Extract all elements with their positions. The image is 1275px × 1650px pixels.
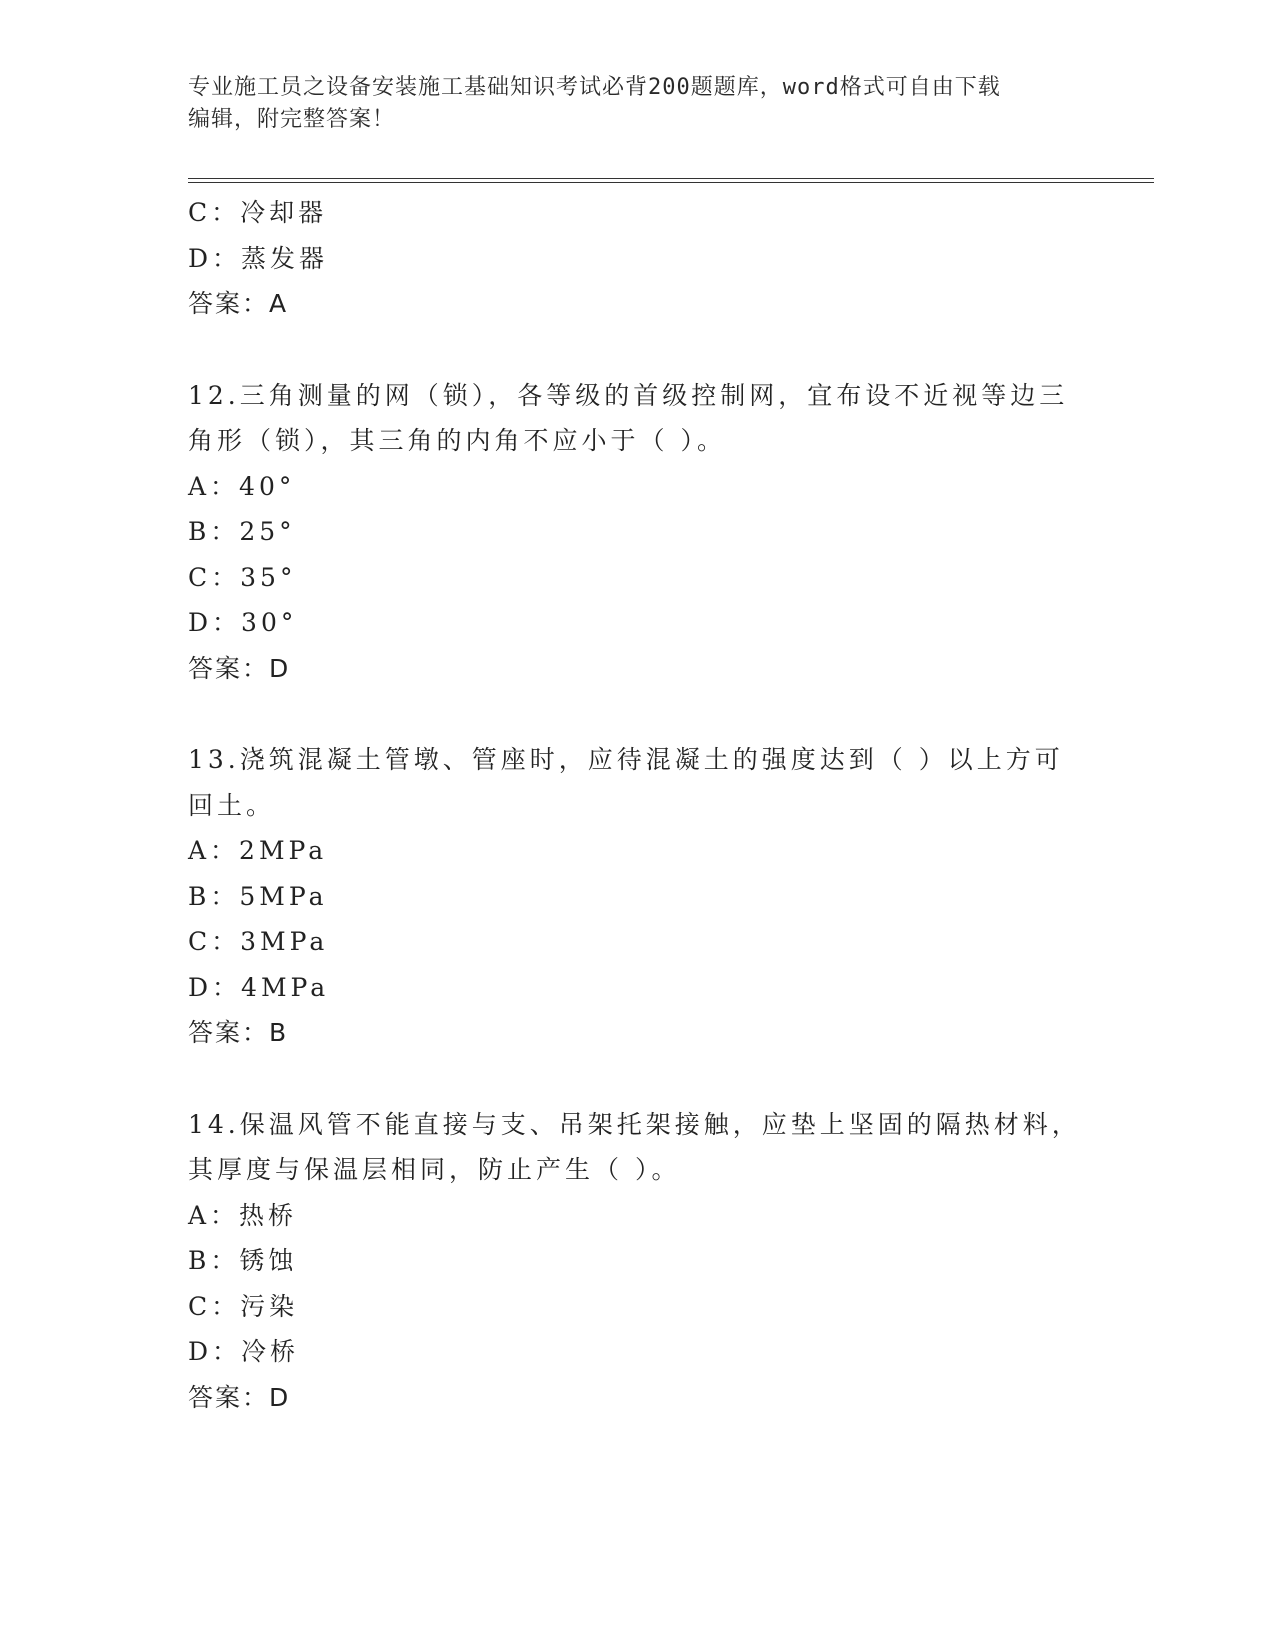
question-text xyxy=(188,1102,1088,1193)
question-block-12 xyxy=(188,373,1088,692)
option-c: C：35° xyxy=(188,562,297,592)
option-d: D：冷桥 xyxy=(188,1337,300,1366)
option-c: C：3MPa xyxy=(188,927,329,956)
question-text-line-2: 角形（锁），其三角的内角不应小于（ ）。 xyxy=(188,426,726,455)
question-block-11 xyxy=(188,190,1088,327)
option-d: D：蒸发器 xyxy=(188,243,329,273)
answer-line: 答案：A xyxy=(188,289,289,318)
header-title-line-1: 专业施工员之设备安装施工基础知识考试必背200题题库，word格式可自由下载 xyxy=(188,75,1001,100)
option-c: C：污染 xyxy=(188,1291,299,1321)
header-divider-top xyxy=(188,178,1154,179)
option-b: B：5MPa xyxy=(188,881,328,911)
option-c: C：冷却器 xyxy=(188,198,328,227)
question-text xyxy=(188,737,1088,828)
answer-line: 答案：D xyxy=(188,1382,291,1412)
option-a: A：热桥 xyxy=(188,1200,298,1230)
question-text-line-1: 13.浇筑混凝土管墩、管座时，应待混凝土的强度达到（ ）以上方可 xyxy=(188,745,1064,774)
answer-line: 答案：B xyxy=(188,1018,289,1047)
question-block-13 xyxy=(188,737,1088,1056)
question-text xyxy=(188,373,1088,464)
option-b: B：锈蚀 xyxy=(188,1246,298,1275)
answer-line: 答案：D xyxy=(188,653,291,683)
question-text-line-1: 12.三角测量的网（锁），各等级的首级控制网，宜布设不近视等边三 xyxy=(188,380,1069,410)
question-text-line-2: 回土。 xyxy=(188,790,276,820)
option-d: D：4MPa xyxy=(188,972,330,1002)
document-body xyxy=(188,190,1088,1420)
question-text-line-2: 其厚度与保温层相同，防止产生（ ）。 xyxy=(188,1155,681,1184)
header-title-line-2: 编辑，附完整答案！ xyxy=(188,107,396,132)
question-block-14 xyxy=(188,1102,1088,1421)
header-divider-bottom xyxy=(188,182,1154,183)
option-a: A：40° xyxy=(188,471,296,501)
option-b: B：25° xyxy=(188,517,296,546)
option-d: D：30° xyxy=(188,608,298,637)
question-text-line-1: 14.保温风管不能直接与支、吊架托架接触，应垫上坚固的隔热材料， xyxy=(188,1109,1081,1139)
option-a: A：2MPa xyxy=(188,836,328,865)
document-header xyxy=(188,72,1088,136)
